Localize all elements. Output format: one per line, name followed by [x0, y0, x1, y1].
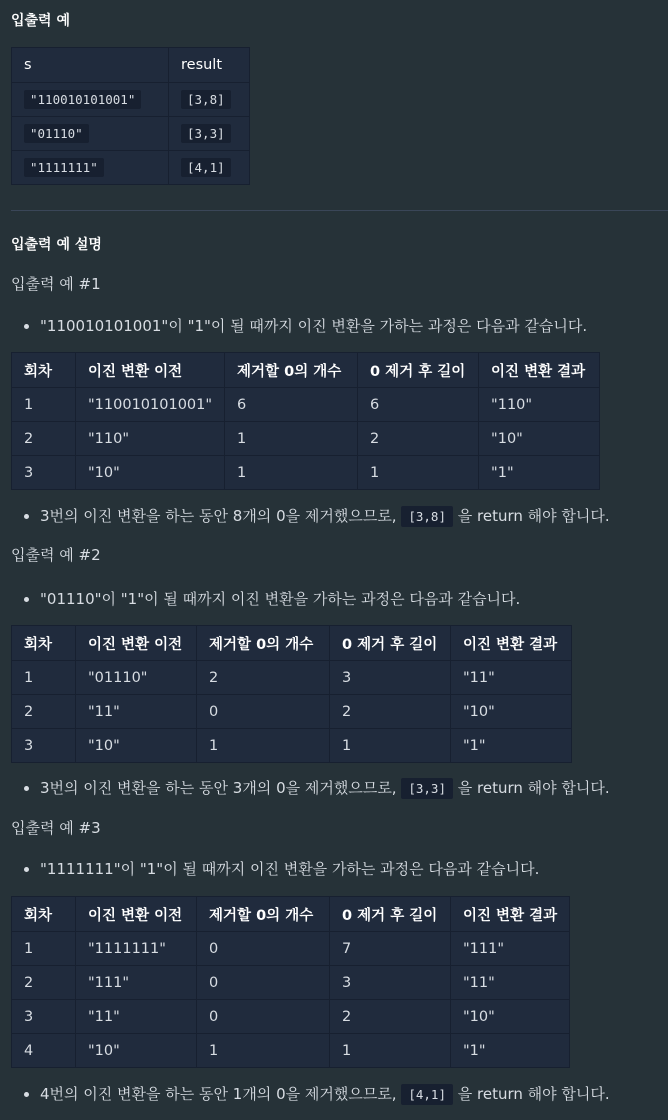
table-cell: "1"	[451, 1034, 570, 1068]
table-cell: 1	[197, 1034, 330, 1068]
list-item	[0, 1082, 610, 1106]
table-row	[12, 83, 250, 117]
table-cell: 2	[330, 1000, 451, 1034]
table-cell	[169, 151, 250, 185]
table-cell: 1	[330, 1034, 451, 1068]
table-cell: "1111111"	[76, 932, 197, 966]
table-cell: 4	[12, 1034, 76, 1068]
column-header-zeros-removed: 제거할 0의 개수	[197, 626, 330, 661]
table-cell: "1"	[479, 456, 600, 490]
table-cell: "110"	[76, 422, 225, 456]
table-cell: 3	[12, 729, 76, 763]
example-1-summary-list	[11, 504, 621, 528]
code-value: [3,8]	[401, 506, 453, 527]
summary-text: 을 return 해야 합니다.	[453, 1085, 610, 1103]
table-row	[12, 966, 570, 1000]
table-cell: "110"	[479, 388, 600, 422]
example-2-summary-list	[11, 776, 621, 800]
table-cell: "111"	[451, 932, 570, 966]
table-cell: "10"	[479, 422, 600, 456]
summary-text: 3번의 이진 변환을 하는 동안 3개의 0을 제거했으므로,	[40, 779, 402, 797]
column-header-length-after: 0 제거 후 길이	[330, 626, 451, 661]
code-value: [3,3]	[181, 124, 231, 143]
table-cell: "10"	[451, 1000, 570, 1034]
column-header-round: 회차	[12, 353, 76, 388]
io-example-heading: 입출력 예	[11, 13, 70, 29]
column-header-result: 이진 변환 결과	[451, 626, 572, 661]
table-cell: "11"	[451, 966, 570, 1000]
table-row	[12, 1000, 570, 1034]
table-cell: 2	[197, 661, 330, 695]
table-cell: "111"	[76, 966, 197, 1000]
code-value: "01110"	[24, 124, 89, 143]
table-cell	[12, 83, 169, 117]
table-cell: 1	[12, 932, 76, 966]
example-2-title: 입출력 예 #2	[11, 546, 101, 564]
example-1-title: 입출력 예 #1	[11, 275, 101, 293]
table-cell: 2	[330, 695, 451, 729]
table-cell: "01110"	[76, 661, 197, 695]
table-cell: 1	[225, 456, 358, 490]
column-header-s: s	[12, 48, 169, 83]
list-item: "110010101001"이 "1"이 될 때까지 이진 변환을 가하는 과정은 다음과 같습니다.	[0, 314, 587, 338]
table-cell: 1	[12, 388, 76, 422]
table-cell: 0	[197, 695, 330, 729]
code-value: "110010101001"	[24, 90, 141, 109]
table-cell: "10"	[76, 456, 225, 490]
table-header-row	[12, 897, 570, 932]
table-cell: 1	[225, 422, 358, 456]
table-cell: 1	[12, 661, 76, 695]
table-cell: 7	[330, 932, 451, 966]
io-example-table	[11, 47, 250, 185]
example-3-intro-list	[11, 857, 550, 881]
example-1-intro-list	[11, 314, 598, 338]
table-header-row	[12, 48, 250, 83]
summary-text: 4번의 이진 변환을 하는 동안 1개의 0을 제거했으므로,	[40, 1085, 402, 1103]
summary-text: 을 return 해야 합니다.	[453, 507, 610, 525]
table-row	[12, 422, 600, 456]
table-header-row	[12, 626, 572, 661]
table-cell: 3	[330, 661, 451, 695]
column-header-round: 회차	[12, 897, 76, 932]
column-header-result: 이진 변환 결과	[479, 353, 600, 388]
table-cell: 2	[12, 966, 76, 1000]
table-row	[12, 661, 572, 695]
table-cell: 1	[358, 456, 479, 490]
table-cell: "1"	[451, 729, 572, 763]
table-cell: 2	[358, 422, 479, 456]
table-cell: "110010101001"	[76, 388, 225, 422]
table-cell: "11"	[76, 695, 197, 729]
table-cell: 3	[12, 456, 76, 490]
example-3-summary-list	[11, 1082, 621, 1106]
table-header-row	[12, 353, 600, 388]
table-cell: 6	[225, 388, 358, 422]
table-row	[12, 695, 572, 729]
example-3-title: 입출력 예 #3	[11, 819, 101, 837]
table-cell: 3	[12, 1000, 76, 1034]
table-cell	[12, 151, 169, 185]
explanation-heading: 입출력 예 설명	[11, 237, 102, 253]
table-row	[12, 1034, 570, 1068]
summary-text: 을 return 해야 합니다.	[453, 779, 610, 797]
column-header-round: 회차	[12, 626, 76, 661]
column-header-length-after: 0 제거 후 길이	[330, 897, 451, 932]
table-cell: 3	[330, 966, 451, 1000]
table-cell: "11"	[76, 1000, 197, 1034]
table-cell: 6	[358, 388, 479, 422]
list-item	[0, 504, 610, 528]
example-1-table	[11, 352, 600, 490]
example-2-intro-list	[11, 587, 531, 611]
code-value: "1111111"	[24, 158, 104, 177]
column-header-result: result	[169, 48, 250, 83]
table-cell: 2	[12, 695, 76, 729]
table-cell: 1	[330, 729, 451, 763]
column-header-zeros-removed: 제거할 0의 개수	[197, 897, 330, 932]
summary-text: 3번의 이진 변환을 하는 동안 8개의 0을 제거했으므로,	[40, 507, 402, 525]
table-row	[12, 729, 572, 763]
list-item	[0, 776, 610, 800]
code-value: [4,1]	[181, 158, 231, 177]
table-row	[12, 456, 600, 490]
table-row	[12, 388, 600, 422]
table-cell: "11"	[451, 661, 572, 695]
code-value: [3,8]	[181, 90, 231, 109]
table-cell: "10"	[76, 1034, 197, 1068]
column-header-before: 이진 변환 이전	[76, 626, 197, 661]
table-row	[12, 151, 250, 185]
example-2-table	[11, 625, 572, 763]
table-cell	[12, 117, 169, 151]
table-row	[12, 117, 250, 151]
list-item: "01110"이 "1"이 될 때까지 이진 변환을 가하는 과정은 다음과 같습니다.	[0, 587, 520, 611]
code-value: [4,1]	[401, 1084, 453, 1105]
column-header-result: 이진 변환 결과	[451, 897, 570, 932]
list-item: "1111111"이 "1"이 될 때까지 이진 변환을 가하는 과정은 다음과 같습니다.	[0, 857, 539, 881]
table-row	[12, 932, 570, 966]
table-cell: 2	[12, 422, 76, 456]
column-header-before: 이진 변환 이전	[76, 897, 197, 932]
column-header-length-after: 0 제거 후 길이	[358, 353, 479, 388]
column-header-before: 이진 변환 이전	[76, 353, 225, 388]
table-cell: "10"	[451, 695, 572, 729]
column-header-zeros-removed: 제거할 0의 개수	[225, 353, 358, 388]
table-cell	[169, 117, 250, 151]
table-cell: 0	[197, 966, 330, 1000]
table-cell: 0	[197, 932, 330, 966]
example-3-table	[11, 896, 570, 1068]
section-divider	[11, 210, 668, 211]
table-cell: "10"	[76, 729, 197, 763]
table-cell: 1	[197, 729, 330, 763]
code-value: [3,3]	[401, 778, 453, 799]
table-cell	[169, 83, 250, 117]
table-cell: 0	[197, 1000, 330, 1034]
